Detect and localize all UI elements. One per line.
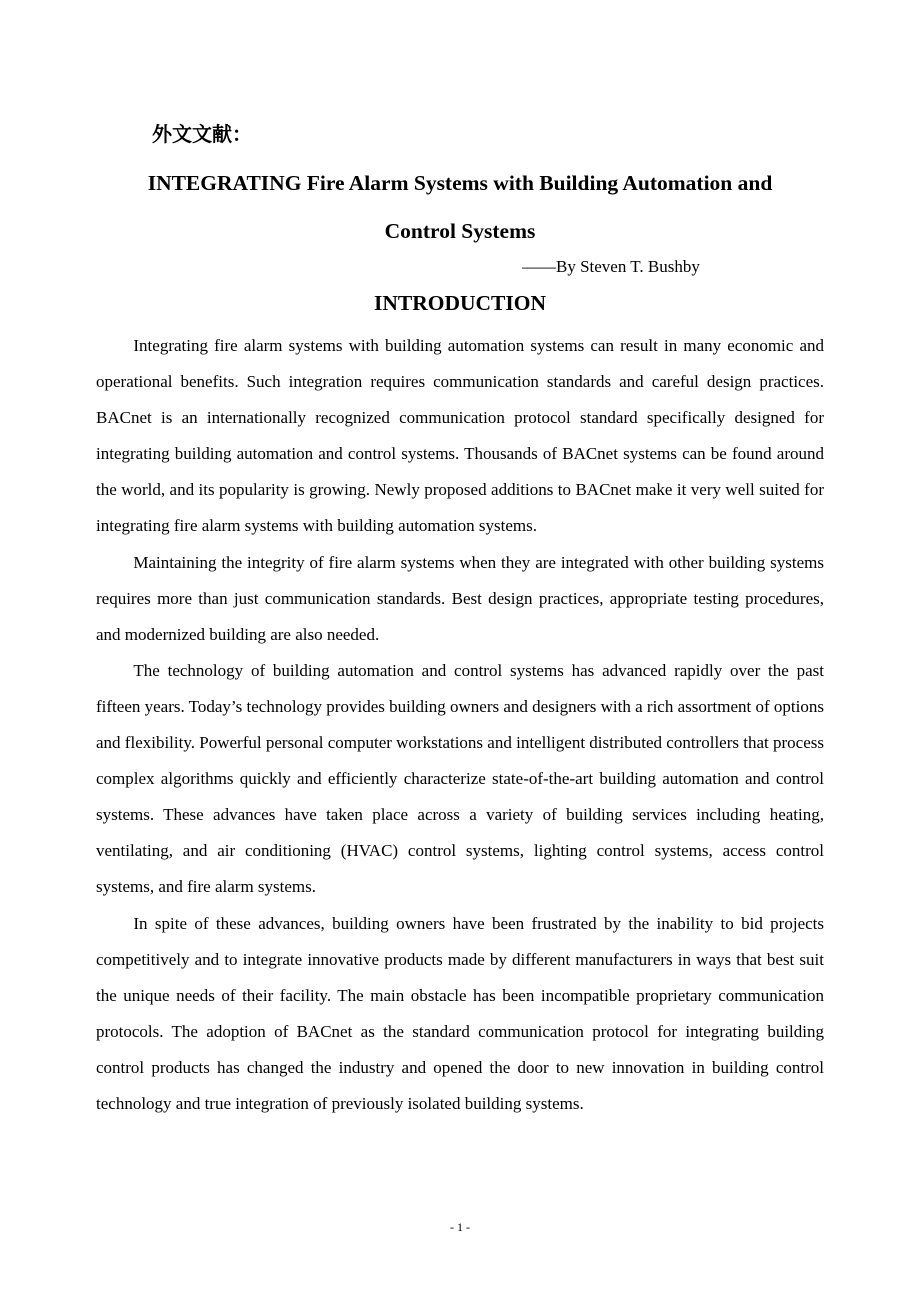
article-title-line-1: INTEGRATING Fire Alarm Systems with Building Automation and <box>147 171 773 195</box>
section-heading: INTRODUCTION <box>373 291 547 315</box>
paragraph-2: Maintaining the integrity of fire alarm systems when they are integrated with other building systems requires more than just communication standards. Best design practices, appropriate testing procedures, and modernized building are also needed. <box>96 552 824 644</box>
paragraph-3: The technology of building automation and control systems has advanced rapidly over the past fifteen years. Today’s technology provides building owners and designers with a rich assortment of options and flexibility. Powerful personal computer workstations and intelligent distributed controllers that process complex algorithms quickly and efficiently characterize state-of-the-art building automation and control systems. These advances have taken place across a variety of building services including heating, ventilating, and air conditioning (HVAC) control systems, lighting control systems, access control systems, and fire alarm systems. <box>96 660 824 897</box>
paragraph-1: Integrating fire alarm systems with building automation systems can result in many economic and operational benefits. Such integration requires communication standards and careful design practices. BACnet is an internationally recognized communication protocol standard specifically designed for integrating building automation and control systems. Thousands of BACnet systems can be found around the world, and its popularity is growing. Newly proposed additions to BACnet make it very well suited for integrating fire alarm systems with building automation systems. <box>96 336 824 536</box>
body-text <box>96 328 824 1122</box>
page-number: - 1 - <box>450 1220 470 1234</box>
author-byline: ——By Steven T. Bushby <box>522 257 700 276</box>
paragraph-4: In spite of these advances, building owners have been frustrated by the inability to bid projects competitively and to integrate innovative products made by different manufacturers in ways that best suit the unique needs of their facility. The main obstacle has been incompatible proprietary communication protocols. The adoption of BACnet as the standard communication protocol for integrating building control products has changed the industry and opened the door to new innovation in building control technology and true integration of previously isolated building systems. <box>96 913 824 1113</box>
foreign-literature-label: 外文文献： <box>152 122 252 146</box>
article-title-line-2: Control Systems <box>384 219 536 243</box>
